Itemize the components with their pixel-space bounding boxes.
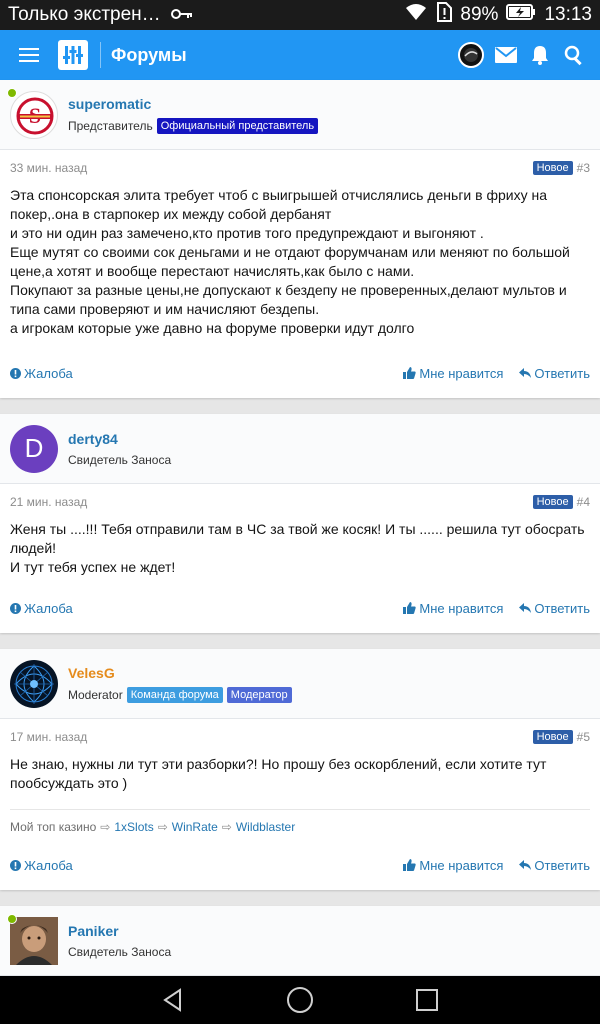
- search-button[interactable]: [562, 43, 586, 67]
- back-icon: [161, 988, 185, 1012]
- post-text-line: а игрокам которые уже давно на форуме проверки идут долго: [10, 320, 415, 336]
- like-button[interactable]: [403, 858, 503, 873]
- key-icon: [171, 4, 193, 26]
- reply-button[interactable]: [519, 366, 590, 381]
- reply-button[interactable]: [519, 858, 590, 873]
- post-text-line: Эта спонсорская элита требует чтоб с выигрышей отчислялись деньги в фриху на покер,.она в старпокер их между собой дербанят: [10, 187, 547, 222]
- post-author: [0, 414, 600, 484]
- report-button[interactable]: [10, 366, 73, 381]
- username[interactable]: Paniker: [68, 922, 119, 939]
- menu-button[interactable]: [0, 30, 58, 80]
- online-indicator: [7, 88, 17, 98]
- arrow-icon: ⇨: [100, 820, 111, 834]
- new-badge: Новое: [533, 495, 573, 509]
- system-nav-bar: [0, 976, 600, 1024]
- avatar[interactable]: [10, 425, 58, 473]
- post-number[interactable]: #5: [576, 730, 590, 744]
- post-text-line: и это ни один раз замечено,кто против того предупреждают и выгоняют .: [10, 225, 484, 241]
- wifi-icon: [404, 3, 428, 27]
- menu-icon: [19, 47, 39, 63]
- like-button[interactable]: [403, 366, 503, 381]
- like-button[interactable]: [403, 601, 503, 616]
- signature-link-1xslots[interactable]: 1xSlots: [114, 820, 154, 834]
- recents-icon: [416, 989, 438, 1011]
- avatar[interactable]: [10, 91, 58, 139]
- reply-label: Ответить: [534, 600, 590, 616]
- avatar[interactable]: [10, 660, 58, 708]
- post-number[interactable]: #3: [576, 161, 590, 175]
- sim-alert-icon: [436, 2, 452, 28]
- new-badge: Новое: [533, 161, 573, 175]
- post: [0, 80, 600, 398]
- home-button[interactable]: [280, 980, 320, 1020]
- username[interactable]: superomatic: [68, 95, 152, 112]
- username[interactable]: derty84: [68, 430, 118, 447]
- report-label: Жалоба: [24, 365, 73, 381]
- post-author: [0, 649, 600, 719]
- info-icon: [10, 603, 21, 614]
- alerts-button[interactable]: [528, 43, 552, 67]
- like-label: Мне нравится: [419, 600, 504, 616]
- signature-link-wildblaster[interactable]: Wildblaster: [235, 820, 296, 834]
- reply-button[interactable]: [519, 601, 590, 616]
- post-text-line: Женя ты ....!!! Тебя отправили там в ЧС за твой же косяк! И ты ...... решила тут обосрать людей!: [10, 521, 585, 556]
- thumbs-up-icon: [403, 859, 416, 871]
- report-button[interactable]: [10, 601, 73, 616]
- post-body: [0, 186, 600, 338]
- post-author: [0, 906, 600, 976]
- post-text-line: И тут тебя успех не ждет!: [10, 559, 176, 575]
- divider: [100, 42, 101, 68]
- reply-icon: [519, 860, 531, 870]
- signature-link-winrate[interactable]: WinRate: [171, 820, 218, 834]
- home-icon: [286, 986, 314, 1014]
- app-bar: [0, 30, 600, 80]
- moderator-banner: Модератор: [227, 687, 292, 703]
- post-body: [0, 755, 600, 793]
- arrow-icon: ⇨: [157, 820, 168, 834]
- search-icon: [564, 45, 584, 65]
- online-indicator: [7, 914, 17, 924]
- like-label: Мне нравится: [419, 857, 504, 873]
- battery-percent: 89%: [460, 4, 499, 25]
- post-text-line: Еще мутят со своими сок деньгами и не отдают форумчанам или меняют по большой цене,а хотят и вообще перестают начислять,как было с нами.: [10, 244, 570, 279]
- post: [0, 649, 600, 890]
- thread-content: [0, 80, 600, 976]
- staff-banner: Команда форума: [127, 687, 223, 703]
- bell-icon: [531, 45, 549, 65]
- app-logo-icon[interactable]: [58, 40, 88, 70]
- mail-icon: [495, 47, 517, 63]
- post-text-line: Покупают за разные цены,не допускают к бездепу не проверенных,делают мультов и типа сами проверяют и им начисляют бездепы.: [10, 282, 567, 317]
- info-icon: [10, 368, 21, 379]
- post-time[interactable]: 21 мин. назад: [10, 495, 88, 509]
- report-label: Жалоба: [24, 857, 73, 873]
- post-time[interactable]: 17 мин. назад: [10, 730, 88, 744]
- reply-label: Ответить: [534, 857, 590, 873]
- signature: [10, 809, 590, 834]
- report-button[interactable]: [10, 858, 73, 873]
- thumbs-up-icon: [403, 367, 416, 379]
- post-time[interactable]: 33 мин. назад: [10, 161, 88, 175]
- like-label: Мне нравится: [419, 365, 504, 381]
- inbox-button[interactable]: [494, 43, 518, 67]
- info-icon: [10, 860, 21, 871]
- status-bar: [0, 0, 600, 30]
- post-author: [0, 80, 600, 150]
- arrow-icon: ⇨: [221, 820, 232, 834]
- user-banner: Официальный представитель: [157, 118, 318, 134]
- notification-text: Только экстрен…: [8, 4, 161, 25]
- back-button[interactable]: [153, 980, 193, 1020]
- user-avatar[interactable]: [458, 42, 484, 68]
- report-label: Жалоба: [24, 600, 73, 616]
- post-number[interactable]: #4: [576, 495, 590, 509]
- page-title: Форумы: [111, 44, 187, 65]
- reply-icon: [519, 368, 531, 378]
- avatar[interactable]: [10, 917, 58, 965]
- user-title: Свидетель Заноса: [68, 944, 172, 959]
- post: [0, 414, 600, 633]
- signature-label: Мой топ казино: [10, 820, 97, 834]
- user-title: Представитель: [68, 118, 153, 133]
- clock: 13:13: [544, 4, 592, 25]
- battery-charging-icon: [506, 3, 536, 27]
- reply-icon: [519, 603, 531, 613]
- post-text-line: Не знаю, нужны ли тут эти разборки?! Но прошу без оскорблений, если хотите тут пообсуждать это ): [10, 756, 547, 791]
- thumbs-up-icon: [403, 602, 416, 614]
- reply-label: Ответить: [534, 365, 590, 381]
- recents-button[interactable]: [407, 980, 447, 1020]
- new-badge: Новое: [533, 730, 573, 744]
- user-title: Свидетель Заноса: [68, 452, 172, 467]
- avatar-letter: D: [24, 433, 44, 463]
- post-body: [0, 520, 600, 577]
- user-title: Moderator: [68, 687, 123, 702]
- username[interactable]: VelesG: [68, 664, 115, 681]
